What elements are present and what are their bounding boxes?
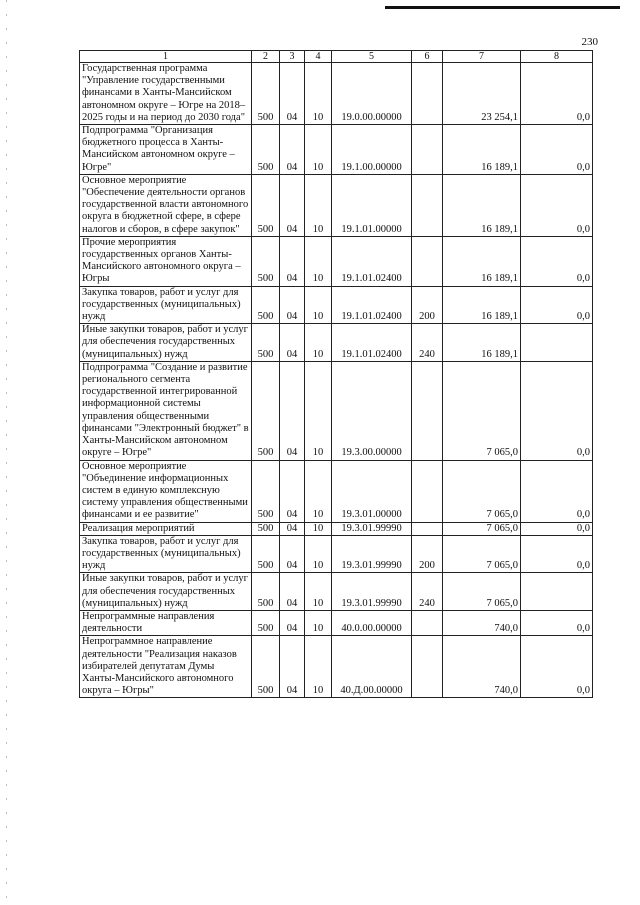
section-code: 04 — [280, 535, 305, 573]
amount: 7 065,0 — [443, 522, 521, 535]
amount: 740,0 — [443, 610, 521, 635]
row-name: Подпрограмма "Создание и развитие регионального сегмента государственной интегрированной информационной системы управления общественными финансами "Электронный бюджет" в Ханты-Мансийском автономном округе – Югре" — [80, 361, 252, 460]
amount-federal: 0,0 — [521, 636, 593, 698]
expense-type — [412, 636, 443, 698]
section-code: 04 — [280, 460, 305, 522]
amount: 16 189,1 — [443, 286, 521, 324]
section-code: 04 — [280, 361, 305, 460]
ministry-code: 500 — [252, 610, 280, 635]
expense-type — [412, 361, 443, 460]
target-article: 40.Д.00.00000 — [332, 636, 412, 698]
subsection-code: 10 — [305, 324, 332, 362]
section-code: 04 — [280, 174, 305, 236]
section-code: 04 — [280, 63, 305, 125]
row-name: Основное мероприятие "Обеспечение деятельности органов государственной власти автономного округа в бюджетной сфере, в сфере налогов и сборов, в сфере закупок" — [80, 174, 252, 236]
ministry-code: 500 — [252, 361, 280, 460]
target-article: 19.1.00.00000 — [332, 125, 412, 175]
top-rule — [385, 6, 620, 9]
table-row — [80, 535, 593, 573]
amount-federal — [521, 324, 593, 362]
subsection-code: 10 — [305, 174, 332, 236]
page-number: 230 — [581, 36, 598, 48]
amount: 7 065,0 — [443, 573, 521, 611]
col-header: 1 — [80, 51, 252, 63]
target-article: 19.3.01.99990 — [332, 535, 412, 573]
table-row — [80, 361, 593, 460]
expense-type — [412, 522, 443, 535]
section-code: 04 — [280, 522, 305, 535]
row-name: Закупка товаров, работ и услуг для государственных (муниципальных) нужд — [80, 535, 252, 573]
table-header-row — [80, 51, 593, 63]
target-article: 19.3.01.99990 — [332, 573, 412, 611]
expense-type — [412, 610, 443, 635]
amount-federal: 0,0 — [521, 361, 593, 460]
expense-type: 240 — [412, 573, 443, 611]
table-row — [80, 63, 593, 125]
row-name: Иные закупки товаров, работ и услуг для обеспечения государственных (муниципальных) нужд — [80, 573, 252, 611]
subsection-code: 10 — [305, 522, 332, 535]
expense-type: 240 — [412, 324, 443, 362]
table-row — [80, 125, 593, 175]
row-name: Реализация мероприятий — [80, 522, 252, 535]
amount: 16 189,1 — [443, 324, 521, 362]
section-code: 04 — [280, 573, 305, 611]
table-row — [80, 636, 593, 698]
col-header: 7 — [443, 51, 521, 63]
row-name: Основное мероприятие "Объединение информационных систем в единую комплексную систему управления общественными финансами и ее развитие" — [80, 460, 252, 522]
target-article: 19.1.01.02400 — [332, 286, 412, 324]
amount-federal: 0,0 — [521, 125, 593, 175]
amount-federal: 0,0 — [521, 174, 593, 236]
subsection-code: 10 — [305, 636, 332, 698]
amount: 7 065,0 — [443, 535, 521, 573]
target-article: 19.1.01.00000 — [332, 174, 412, 236]
expense-type — [412, 174, 443, 236]
amount-federal: 0,0 — [521, 535, 593, 573]
budget-table — [79, 50, 593, 698]
row-name: Непрограммные направления деятельности — [80, 610, 252, 635]
section-code: 04 — [280, 286, 305, 324]
subsection-code: 10 — [305, 610, 332, 635]
target-article: 19.1.01.02400 — [332, 324, 412, 362]
target-article: 19.3.00.00000 — [332, 361, 412, 460]
amount: 7 065,0 — [443, 361, 521, 460]
subsection-code: 10 — [305, 286, 332, 324]
row-name: Прочие мероприятия государственных органов Ханты-Мансийского автономного округа – Югры — [80, 236, 252, 286]
amount-federal: 0,0 — [521, 610, 593, 635]
amount: 7 065,0 — [443, 460, 521, 522]
col-header: 4 — [305, 51, 332, 63]
ministry-code: 500 — [252, 125, 280, 175]
expense-type — [412, 63, 443, 125]
ministry-code: 500 — [252, 174, 280, 236]
ministry-code: 500 — [252, 63, 280, 125]
ministry-code: 500 — [252, 636, 280, 698]
amount: 740,0 — [443, 636, 521, 698]
subsection-code: 10 — [305, 535, 332, 573]
scan-edge-marks — [6, 0, 7, 905]
table-row — [80, 236, 593, 286]
amount: 16 189,1 — [443, 125, 521, 175]
amount-federal: 0,0 — [521, 236, 593, 286]
ministry-code: 500 — [252, 573, 280, 611]
table-row — [80, 324, 593, 362]
subsection-code: 10 — [305, 236, 332, 286]
expense-type — [412, 460, 443, 522]
subsection-code: 10 — [305, 460, 332, 522]
ministry-code: 500 — [252, 286, 280, 324]
subsection-code: 10 — [305, 361, 332, 460]
target-article: 19.0.00.00000 — [332, 63, 412, 125]
target-article: 40.0.00.00000 — [332, 610, 412, 635]
subsection-code: 10 — [305, 573, 332, 611]
table-row — [80, 610, 593, 635]
amount-federal: 0,0 — [521, 522, 593, 535]
table-row — [80, 573, 593, 611]
col-header: 3 — [280, 51, 305, 63]
section-code: 04 — [280, 610, 305, 635]
col-header: 2 — [252, 51, 280, 63]
expense-type: 200 — [412, 535, 443, 573]
table-row — [80, 174, 593, 236]
col-header: 8 — [521, 51, 593, 63]
expense-type — [412, 236, 443, 286]
target-article: 19.3.01.99990 — [332, 522, 412, 535]
expense-type: 200 — [412, 286, 443, 324]
amount-federal: 0,0 — [521, 286, 593, 324]
amount: 16 189,1 — [443, 236, 521, 286]
ministry-code: 500 — [252, 324, 280, 362]
row-name: Закупка товаров, работ и услуг для государственных (муниципальных) нужд — [80, 286, 252, 324]
subsection-code: 10 — [305, 125, 332, 175]
amount: 23 254,1 — [443, 63, 521, 125]
ministry-code: 500 — [252, 522, 280, 535]
col-header: 5 — [332, 51, 412, 63]
row-name: Государственная программа "Управление государственными финансами в Ханты-Мансийском автономном округе – Югре на 2018–2025 годы и на период до 2030 года" — [80, 63, 252, 125]
ministry-code: 500 — [252, 236, 280, 286]
row-name: Непрограммное направление деятельности "Реализация наказов избирателей депутатам Думы Ханты-Мансийского автономного округа – Югры" — [80, 636, 252, 698]
section-code: 04 — [280, 324, 305, 362]
table-row — [80, 522, 593, 535]
ministry-code: 500 — [252, 460, 280, 522]
section-code: 04 — [280, 636, 305, 698]
table-row — [80, 286, 593, 324]
amount-federal: 0,0 — [521, 63, 593, 125]
row-name: Иные закупки товаров, работ и услуг для обеспечения государственных (муниципальных) нужд — [80, 324, 252, 362]
amount-federal: 0,0 — [521, 460, 593, 522]
section-code: 04 — [280, 125, 305, 175]
target-article: 19.1.01.02400 — [332, 236, 412, 286]
amount-federal — [521, 573, 593, 611]
expense-type — [412, 125, 443, 175]
target-article: 19.3.01.00000 — [332, 460, 412, 522]
amount: 16 189,1 — [443, 174, 521, 236]
col-header: 6 — [412, 51, 443, 63]
section-code: 04 — [280, 236, 305, 286]
row-name: Подпрограмма "Организация бюджетного процесса в Ханты-Мансийском автономном округе – Югре" — [80, 125, 252, 175]
table-row — [80, 460, 593, 522]
ministry-code: 500 — [252, 535, 280, 573]
subsection-code: 10 — [305, 63, 332, 125]
